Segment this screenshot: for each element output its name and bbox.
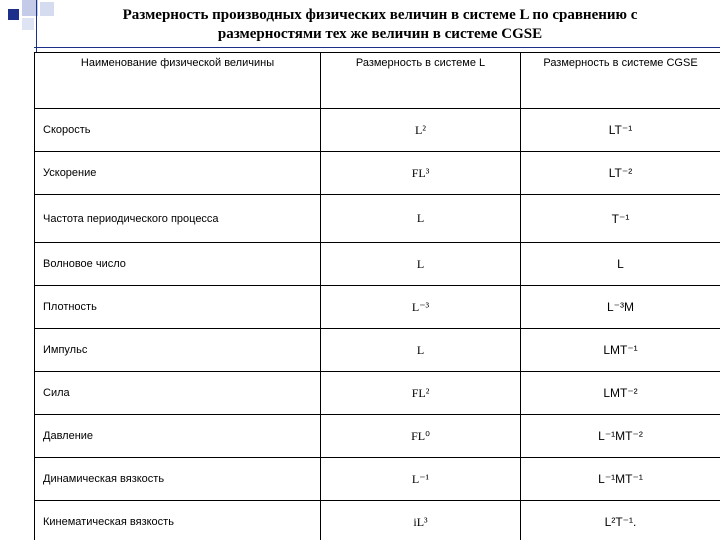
table-row [35,458,720,501]
table-row [35,243,720,286]
quantity-name: Импульс [35,329,321,372]
quantity-name: Динамическая вязкость [35,458,321,501]
dimension-cgse: LMT⁻¹ [521,329,720,372]
dimension-cgse: LT⁻² [521,152,720,195]
decor-vertical-line [36,0,37,52]
dimension-cgse: L²T⁻¹. [521,501,720,540]
header-dimension-cgse: Размерность в системе CGSE [521,53,720,109]
table-header-row [35,53,720,109]
slide-title [40,6,720,44]
dimension-l: FL³ [321,152,521,195]
table-row [35,415,720,458]
table-row [35,372,720,415]
quantity-name: Давление [35,415,321,458]
table-row [35,286,720,329]
table-row [35,109,720,152]
quantity-name: Частота периодического процесса [35,195,321,243]
quantity-name: Кинематическая вязкость [35,501,321,540]
dimension-cgse: L⁻¹MT⁻¹ [521,458,720,501]
dimension-cgse: LT⁻¹ [521,109,720,152]
table-row [35,195,720,243]
dimension-l: FL⁰ [321,415,521,458]
table-row [35,329,720,372]
dimension-cgse: LMT⁻² [521,372,720,415]
dimension-l: iL³ [321,501,521,540]
table-row [35,501,720,540]
dimension-cgse: L⁻³M [521,286,720,329]
quantity-name: Скорость [35,109,321,152]
dimension-l: L² [321,109,521,152]
dimension-l: FL² [321,372,521,415]
quantity-name: Сила [35,372,321,415]
quantity-name: Волновое число [35,243,321,286]
table-row [35,152,720,195]
dimension-l: L [321,329,521,372]
dimension-l: L⁻³ [321,286,521,329]
title-line-2: размерностями тех же величин в системе CGSE [217,26,543,42]
dimension-l: L [321,243,521,286]
title-underline [34,47,720,48]
dimension-l: L⁻¹ [321,458,521,501]
quantity-name: Ускорение [35,152,321,195]
dimension-cgse: T⁻¹ [521,195,720,243]
bullet-square-light [22,18,34,30]
bullet-square-dark [8,9,19,20]
quantity-name: Плотность [35,286,321,329]
dimension-cgse: L [521,243,720,286]
dimension-l: L [321,195,521,243]
dimensions-table [34,52,720,540]
title-line-1: Размерность производных физических величин в системе L по сравнению с [122,7,638,23]
dimension-cgse: L⁻¹MT⁻² [521,415,720,458]
header-dimension-l: Размерность в системе L [321,53,521,109]
header-quantity-name: Наименование физической величины [35,53,321,109]
